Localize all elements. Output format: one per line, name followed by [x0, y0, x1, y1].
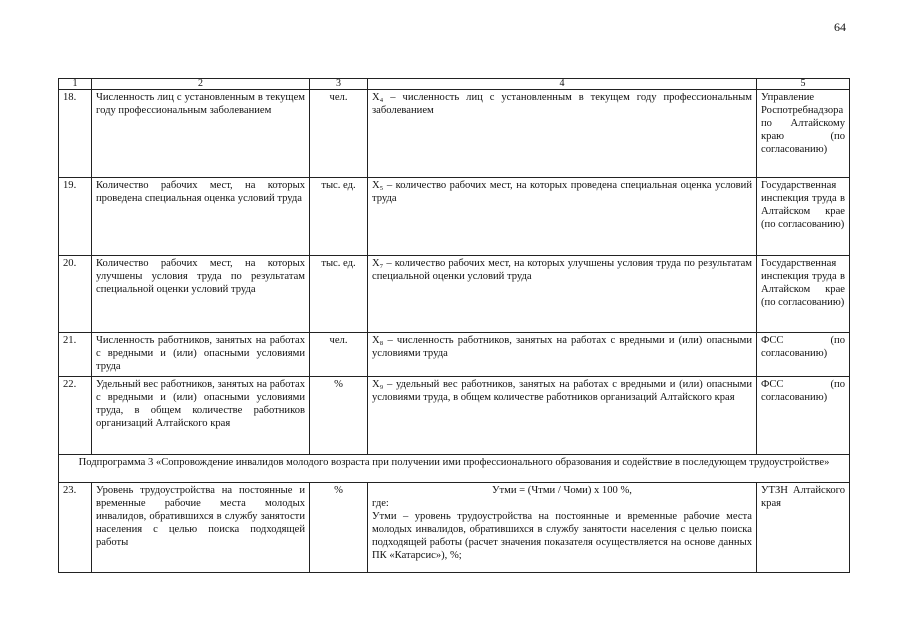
indicator-name: Количество рабочих мест, на которых улучшены условия труда по результатам специальной оценки условий труда: [92, 256, 310, 333]
unit: %: [310, 483, 368, 573]
indicator-name: Численность лиц с установленным в текущем году профессиональным заболеванием: [92, 90, 310, 178]
indicator-description: X₉ – удельный вес работников, занятых на работах с вредными и (или) опасными условиями труда, в общем количестве работников организаций Алтайского края: [368, 377, 757, 455]
row-number: 22.: [59, 377, 92, 455]
subprogram-row: [59, 455, 850, 483]
indicator-name: Уровень трудоустройства на постоянные и временные рабочие места молодых инвалидов, обратившихся в службу занятости населения с целью поиска подходящей работы: [92, 483, 310, 573]
column-number: 3: [310, 79, 368, 90]
table-row: [59, 377, 850, 455]
column-number-row: [59, 79, 850, 90]
unit: тыс. ед.: [310, 256, 368, 333]
data-source: УТЗН Алтайского края: [757, 483, 850, 573]
indicator-description: X₄ – численность лиц с установленным в текущем году профессиональным заболеванием: [368, 90, 757, 178]
column-number: 5: [757, 79, 850, 90]
table-row: [59, 333, 850, 377]
unit: чел.: [310, 333, 368, 377]
table-row: [59, 483, 850, 573]
indicator-description: X₈ – численность работников, занятых на работах с вредными и (или) опасными условиями труда: [368, 333, 757, 377]
row-number: 19.: [59, 178, 92, 256]
table-row: [59, 90, 850, 178]
unit: чел.: [310, 90, 368, 178]
row-number: 21.: [59, 333, 92, 377]
row-number: 23.: [59, 483, 92, 573]
indicator-name: Численность работников, занятых на работах с вредными и (или) опасными условиями труда: [92, 333, 310, 377]
indicator-description: Утми – уровень трудоустройства на постоянные и временные рабочие места молодых инвалидов, обратившихся в службу занятости населения с целью поиска подходящей работы (расчет значения показателя осуществляется на основе данных ПК «Катарсис»), %;: [372, 511, 752, 561]
formula: Утми = (Чтми / Чоми) х 100 %,: [492, 485, 632, 496]
page-number: 64: [834, 20, 846, 34]
table-row: [59, 256, 850, 333]
unit: тыс. ед.: [310, 178, 368, 256]
formula-where: где:: [372, 498, 389, 509]
row-number: 20.: [59, 256, 92, 333]
column-number: 4: [368, 79, 757, 90]
table-row: [59, 178, 850, 256]
data-source: Государственная инспекция труда в Алтайском крае (по согласованию): [757, 256, 850, 333]
indicator-description-cell: [368, 483, 757, 573]
indicator-name: Удельный вес работников, занятых на работах с вредными и (или) опасными условиями труда, в общем количестве работников организаций Алтайского края: [92, 377, 310, 455]
indicator-description: X₅ – количество рабочих мест, на которых проведена специальная оценка условий труда: [368, 178, 757, 256]
indicator-description: X₇ – количество рабочих мест, на которых улучшены условия труда по результатам специальной оценки условий труда: [368, 256, 757, 333]
data-source: ФСС (по согласованию): [757, 377, 850, 455]
data-source: ФСС (по согласованию): [757, 333, 850, 377]
indicator-name: Количество рабочих мест, на которых проведена специальная оценка условий труда: [92, 178, 310, 256]
column-number: 2: [92, 79, 310, 90]
data-source: Управление Роспотребнадзора по Алтайскому краю (по согласованию): [757, 90, 850, 178]
indicators-table: [58, 78, 850, 573]
data-source: Государственная инспекция труда в Алтайском крае (по согласованию): [757, 178, 850, 256]
unit: %: [310, 377, 368, 455]
column-number: 1: [59, 79, 92, 90]
subprogram-title: Подпрограмма 3 «Сопровождение инвалидов молодого возраста при получении ими профессионального образования и содействие в последующем трудоустройстве»: [59, 455, 850, 483]
row-number: 18.: [59, 90, 92, 178]
